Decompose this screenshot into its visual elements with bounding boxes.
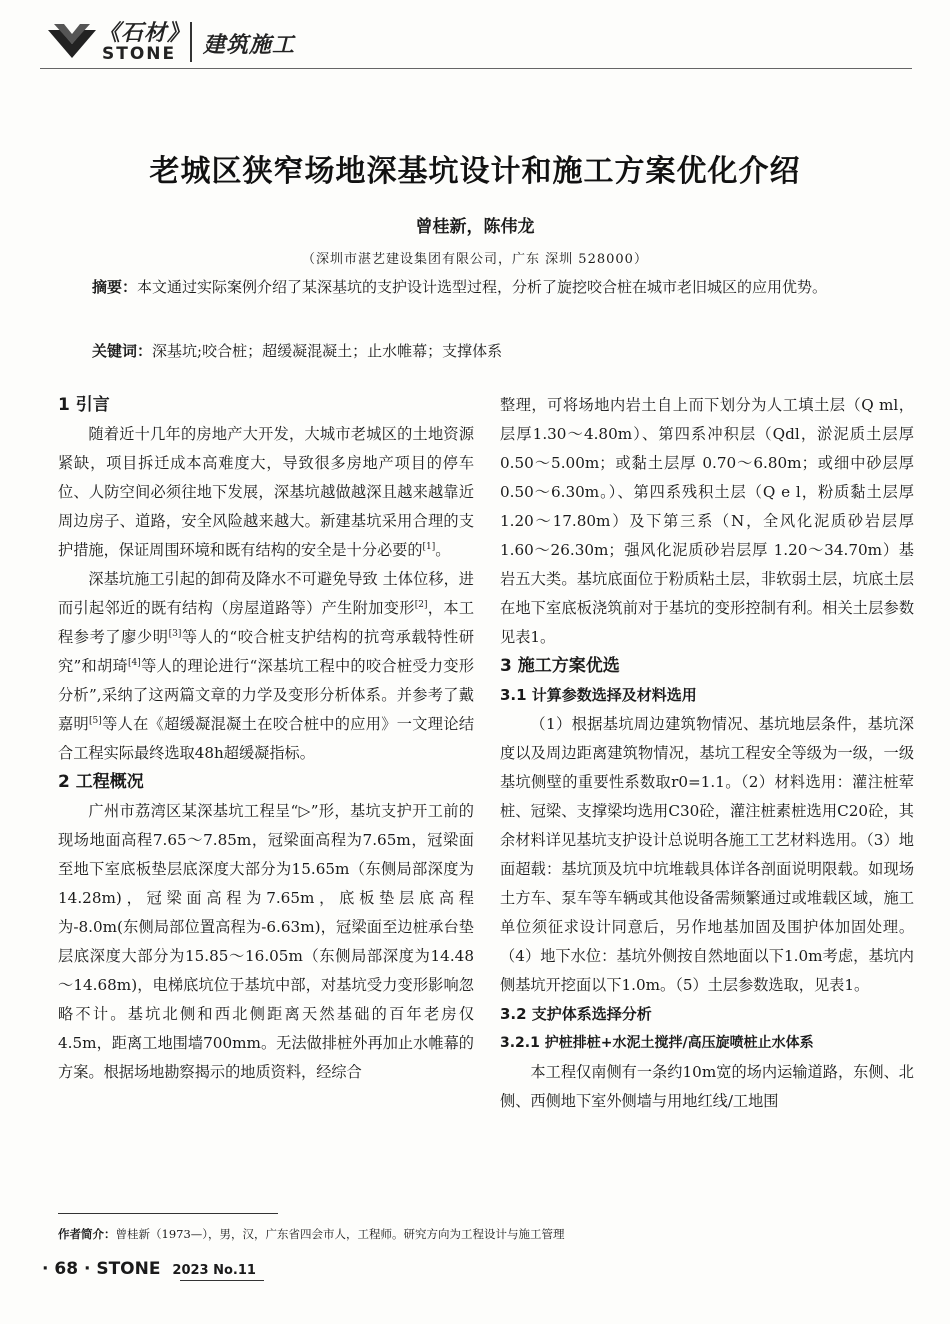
paragraph-text: 随着近十几年的房地产大开发，大城市老城区的土地资源紧缺，项目拆迁成本高难度大，导致很多房地产项目的停车位、人防空间必须往地下发展，深基坑越做越深且越来越靠近周边房子、道路，安全风险越来越大。新建基坑采用合理的支护措施，保证周围环境和既有结构的安全是十分必要的 [58, 425, 474, 559]
page-footer [42, 1259, 256, 1279]
author-footnote [58, 1226, 565, 1242]
journal-logo-cn: 《石材》 [98, 21, 191, 46]
page-number: · 68 · [42, 1259, 91, 1279]
citation-ref: [1] [422, 541, 436, 552]
authors: 曾桂新，陈伟龙 [415, 217, 535, 237]
abstract [92, 273, 892, 302]
paragraph-text: 深基坑施工引起的卸荷及降水不可避免导致 土体位移，进而引起邻近的既有结构（房屋道路等）产生附加变形 [58, 570, 474, 617]
heading-pile-system: 3.2.1 护桩排桩+水泥土搅拌/高压旋喷桩止水体系 [500, 1035, 814, 1051]
citation-ref: [2] [414, 599, 428, 610]
stone-logo-icon [46, 22, 98, 62]
section-tag: 建筑施工 [203, 33, 296, 58]
abstract-label: 摘要： [92, 278, 138, 296]
paragraph-text: 。 [435, 541, 451, 559]
right-column [500, 391, 914, 1116]
affiliation: （深圳市湛艺建设集团有限公司，广东 深圳 528000） [302, 252, 648, 267]
paragraph-text: 等人的理论进行“深基坑工程中的咬合桩受力变形分析”,采纳了这两篇文章的力学及变形分析体系。并参考了戴嘉明 [58, 657, 475, 733]
citation-ref: [4] [128, 657, 141, 668]
header-separator [190, 22, 192, 62]
header-rule [40, 68, 912, 69]
keywords-text: 深基坑;咬合桩；超缓凝混凝土；止水帷幕；支撑体系 [152, 342, 503, 360]
heading-project-overview: 2 工程概况 [58, 772, 144, 792]
footer-journal: STONE [96, 1259, 161, 1279]
paragraph-parameters: （1）根据基坑周边建筑物情况、基坑地层条件，基坑深度以及周边距离建筑物情况，基坑工程安全等级为一级，一级基坑侧壁的重要性系数取r0=1.1。（2）材料选用：灌注桩荤桩、冠梁、支撑梁均选用C30砼，灌注桩素桩选用C20砼，其余材料详见基坑支护设计总说明各施工工艺材料选用。（3）地面超载：基坑顶及坑中坑堆载具体详各剖面说明限载。如现场土方车、泵车等车辆或其他设备需频繁通过或堆载区域，施工单位须征求设计同意后，另作地基加固及围护体加固处理。（4）地下水位：基坑外侧按自然地面以下1.0m考虑，基坑内侧基坑开挖面以下1.0m。（5）土层参数选取，见表1。 [500, 715, 914, 994]
footnote-rule [58, 1213, 278, 1214]
abstract-text: 本文通过实际案例介绍了某深基坑的支护设计选型过程，分析了旋挖咬合桩在城市老旧城区的应用优势。 [137, 278, 828, 296]
paragraph-intro-2 [58, 565, 474, 768]
left-column [58, 391, 474, 1087]
footer-rule [180, 1280, 264, 1281]
paragraph-pile-system: 本工程仅南侧有一条约10m宽的场内运输道路，东侧、北侧、西侧地下室外侧墙与用地红线/工地围 [500, 1063, 914, 1110]
footer-issue: 2023 No.11 [172, 1263, 256, 1278]
keywords-label: 关键词： [92, 342, 153, 360]
paragraph-geology: 整理，可将场地内岩土自上而下划分为人工填土层（Q ml，层厚1.30～4.80m）、第四系冲积层（Qdl，淤泥质土层厚 0.50～5.00m；或黏土层厚 0.70～6.80m；或细中砂层厚 0.50～6.30m。）、第四系残积土层（Q e l，粉质黏土层厚 1.20～17.80m）及下第三系（N，全风化泥质砂岩层厚 1.60～26.30m；强风化泥质砂岩层厚 1.20～34.70m）基岩五大类。基坑底面位于粉质粘土层，非软弱土层，坑底土层在地下室底板浇筑前对于基坑的变形控制有利。相关土层参数见表1。 [500, 396, 914, 646]
paragraph-text: 等人的“咬合桩支护结构的抗弯承载特性研究”和胡琦 [58, 628, 475, 675]
article-title: 老城区狭窄场地深基坑设计和施工方案优化介绍 [149, 154, 801, 189]
paragraph-text: 等人在《超缓凝混凝土在咬合桩中的应用》一文理论结合工程实际最终选取48h超缓凝指标。 [58, 715, 475, 762]
paragraph-text: ，本工程参考了廖少明 [58, 599, 475, 646]
citation-ref: [5] [89, 715, 102, 726]
keywords [92, 337, 892, 366]
heading-support-system: 3.2 支护体系选择分析 [500, 1005, 652, 1023]
paragraph-intro-1 [58, 420, 474, 565]
heading-parameters: 3.1 计算参数选择及材料选用 [500, 686, 697, 704]
footnote-label: 作者简介： [58, 1227, 116, 1241]
citation-ref: [3] [168, 628, 182, 639]
heading-introduction: 1 引言 [58, 395, 110, 415]
paragraph-overview: 广州市荔湾区某深基坑工程呈“▷”形，基坑支护开工前的现场地面高程7.65～7.85m，冠梁面高程为7.65m，冠梁面至地下室底板垫层底深度大部分为15.65m（东侧局部深度为14.28m)，冠梁面高程为7.65m，底板垫层底高程为-8.0m(东侧局部位置高程为-6.63m)，冠梁面至边桩承台垫层底深度大部分为15.85～16.05m（东侧局部深度为14.48～14.68m)，电梯底坑位于基坑中部，对基坑受力变形影响忽略不计。基坑北侧和西北侧距离天然基础的百年老房仅4.5m，距离工地围墙700mm。无法做排桩外再加止水帷幕的方案。根据场地勘察揭示的地质资料，经综合 [58, 802, 474, 1081]
heading-scheme-optimization: 3 施工方案优选 [500, 656, 620, 676]
footnote-text: 曾桂新（1973—），男，汉，广东省四会市人，工程师。研究方向为工程设计与施工管理 [115, 1227, 565, 1241]
journal-logo-en: STONE [102, 44, 177, 64]
